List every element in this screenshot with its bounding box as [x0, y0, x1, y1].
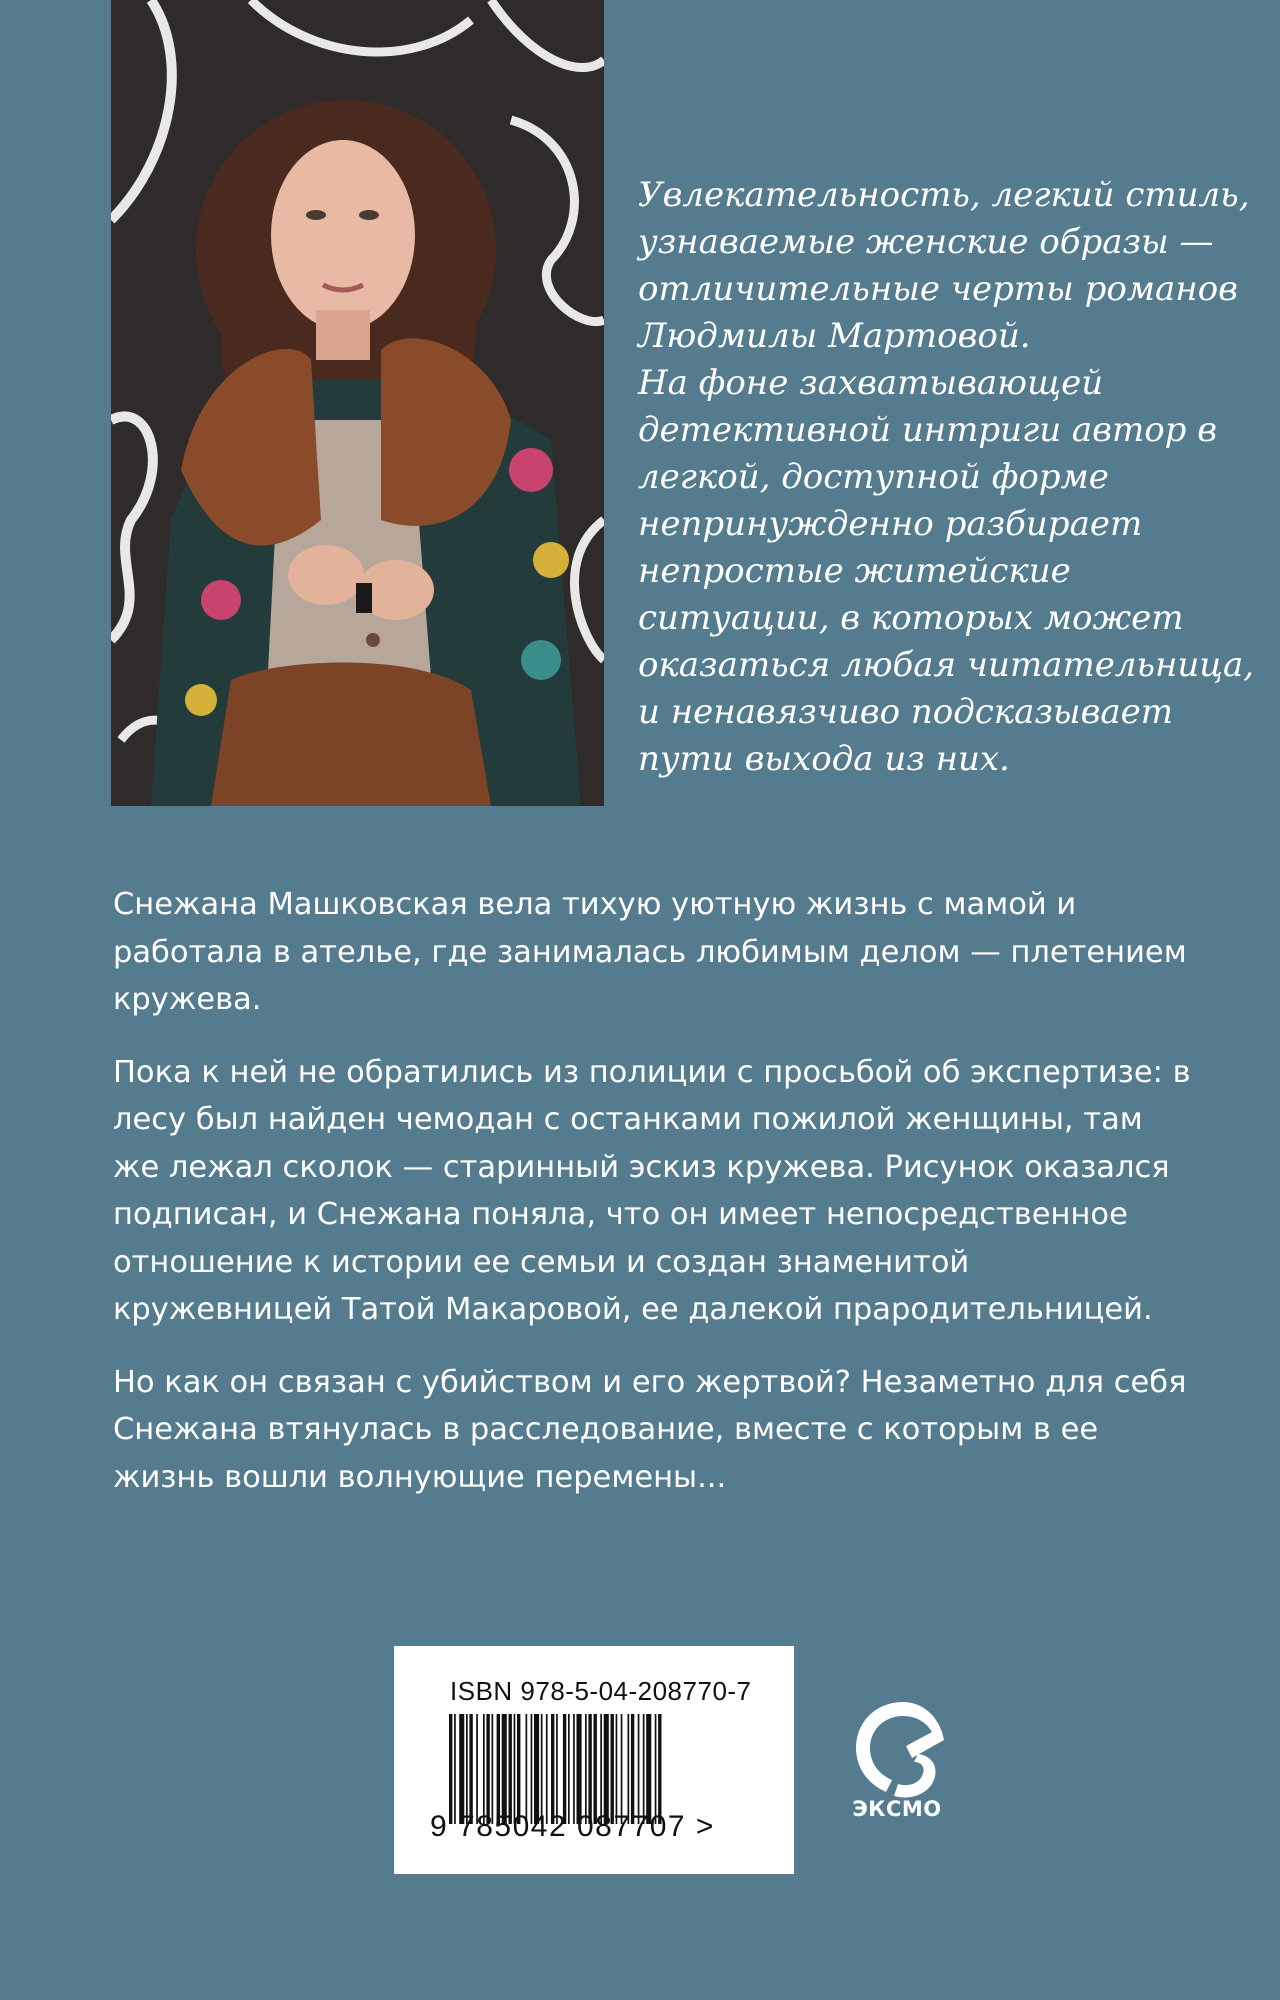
eksmo-logo-icon [848, 1696, 948, 1806]
barcode-bars-icon [449, 1714, 745, 1824]
blurb-paragraph: Увлекательность, легкий стиль, узнаваемые женские образы — отличительные черты романов Людмилы Мартовой. [638, 175, 1250, 356]
isbn-label: ISBN 978-5-04-208770-7 [450, 1676, 752, 1706]
publisher-name: ЭКСМО [852, 1797, 942, 1821]
barcode-digits: 9 785042 087707 > [430, 1810, 715, 1843]
isbn-barcode [394, 1646, 794, 1874]
author-blurb [638, 172, 1258, 783]
annotation-paragraph: Пока к ней не обратились из полиции с просьбой об экспертизе: в лесу был найден чемодан с останками пожилой женщины, там же лежал сколок — старинный эскиз кружева. Рисунок оказался подписан, и Снежана поняла, что он имеет непосредственное отношение к истории ее семьи и создан знаменитой кружевницей Татой Макаровой, ее далекой прародительницей. [113, 1054, 1191, 1327]
annotation-paragraph: Снежана Машковская вела тихую уютную жизнь с мамой и работала в ателье, где занималась любимым делом — плетением кружева. [113, 887, 1187, 1017]
book-annotation [113, 881, 1193, 1526]
blurb-paragraph: На фоне захватывающей детективной интриги автор в легкой, доступной форме непринужденно разбирает непростые житейские ситуации, в которых может оказаться любая читательница, и ненавязчиво подсказывает пути выхода из них. [638, 363, 1255, 779]
author-photo [111, 0, 604, 806]
annotation-paragraph: Но как он связан с убийством и его жертвой? Незаметно для себя Снежана втянулась в расследование, вместе с которым в ее жизнь вошли волнующие перемены... [113, 1364, 1187, 1495]
